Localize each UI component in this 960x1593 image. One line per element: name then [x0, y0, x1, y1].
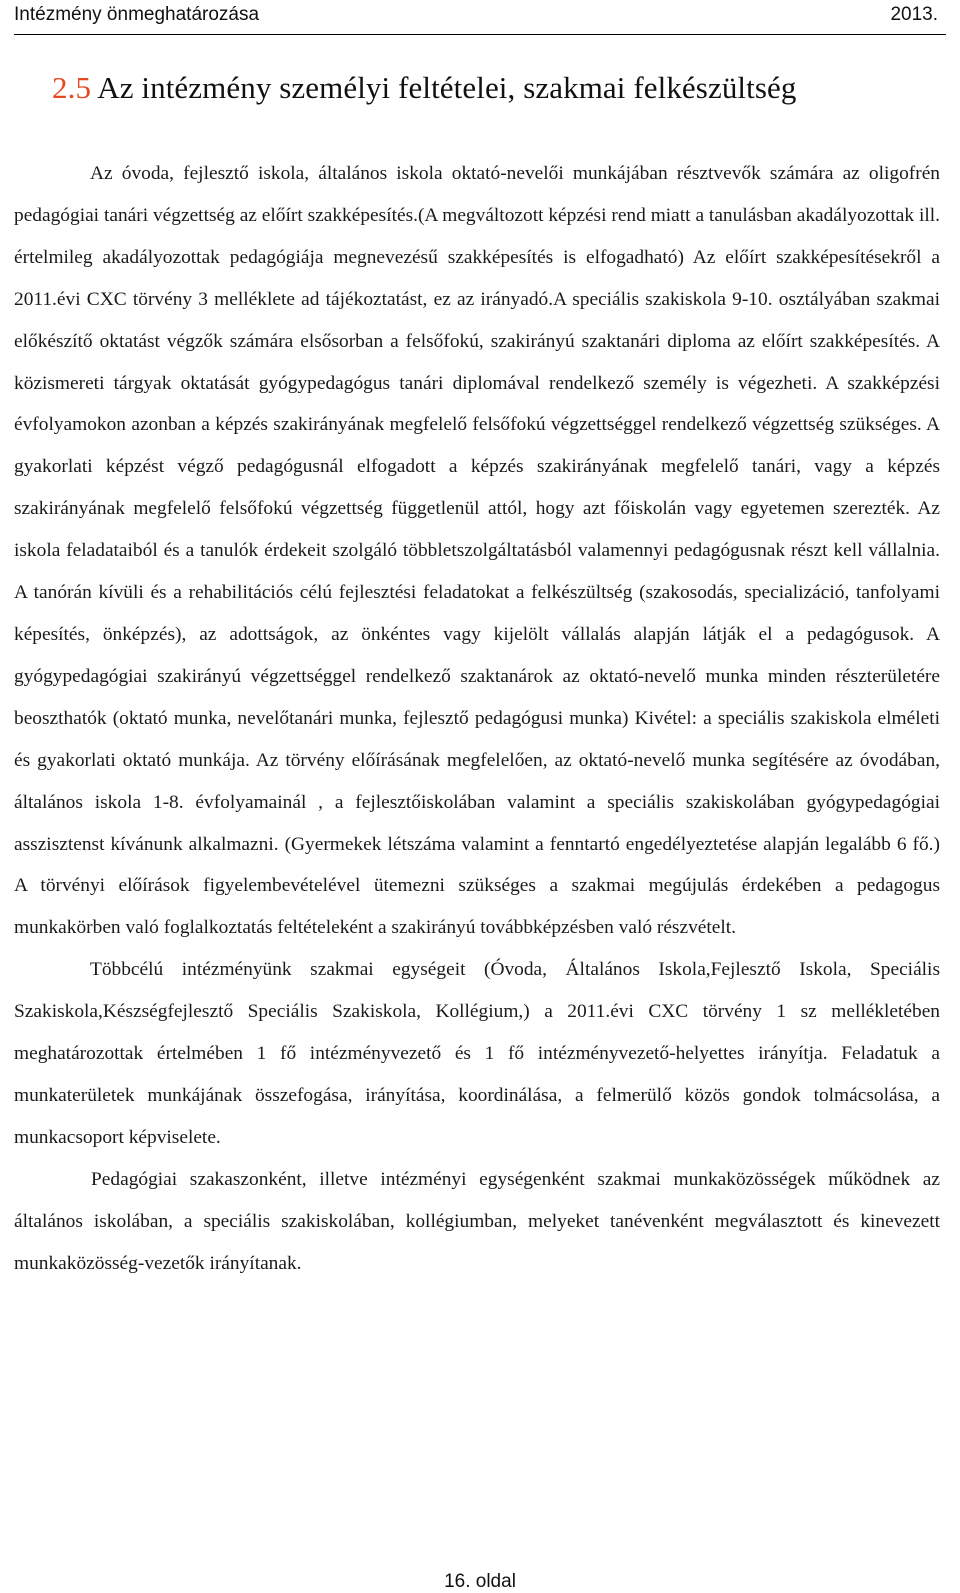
section-title: Az intézmény személyi feltételei, szakmai felkészültség [97, 70, 797, 105]
section-number: 2.5 [52, 70, 92, 105]
header-year: 2013. [890, 4, 938, 25]
header-document-title: Intézmény önmeghatározása [14, 4, 260, 25]
body-text [14, 153, 940, 1284]
page-header [14, 0, 946, 35]
paragraph-personnel-requirements: Az óvoda, fejlesztő iskola, általános iskola oktató-nevelői munkájában résztvevők számára az oligofrén pedagógiai tanári végzettség az előírt szakképesítés.(A megváltozott képzési rend miatt a tanulásban akadályozottak ill. értelmileg akadályozottak pedagógiája megnevezésű szakképesítés is elfogadható) Az előírt szakképesítésekről a 2011.évi CXC törvény 3 melléklete ad tájékoztatást, ez az irányadó.A speciális szakiskola 9-10. osztályában szakmai előkészítő oktatást végzők számára elsősorban a felsőfokú, szakirányú szaktanári diploma az előírt szakképesítés. A közismereti tárgyak oktatását gyógypedagógus tanári diplomával rendelkező személy is végezheti. A szakképzési évfolyamokon azonban a képzés szakirányának megfelelő felsőfokú végzettséggel rendelkező végzettség szükséges. A gyakorlati képzést végző pedagógusnál elfogadott a képzés szakirányának megfelelő tanári, vagy a képzés szakirányának megfelelő felsőfokú végzettség függetlenül attól, hogy azt főiskolán vagy egyetemen szerezték. Az iskola feladataiból és a tanulók érdekeit szolgáló többletszolgáltatásból valamennyi pedagógusnak részt kell vállalnia. A tanórán kívüli és a rehabilitációs célú fejlesztési feladatokat a felkészültség (szakosodás, specializáció, tanfolyami képesítés, önképzés), az adottságok, az önkéntes vagy kijelölt vállalás alapján látják el a pedagógusok. A gyógypedagógiai szakirányú végzettséggel rendelkező szaktanárok az oktató-nevelő munka minden részterületére beoszthatók (oktató munka, nevelőtanári munka, fejlesztő pedagógusi munka) Kivétel: a speciális szakiskola elméleti és gyakorlati oktató munkája. Az törvény előírásának megfelelően, az oktató-nevelő munka segítésére az óvodában, általános iskola 1-8. évfolyamainál , a fejlesztőiskolában valamint a speciális szakiskolában gyógypedagógiai asszisztenst kívánunk alkalmazni. (Gyermekek létszáma valamint a fenntartó engedélyeztetése alapján legalább 6 fő.) A törvényi előírások figyelembevételével ütemezni szükséges a szakmai megújulás érdekében a pedagogus munkakörben való foglalkoztatás feltételeként a szakirányú továbbképzésben való részvételt. [14, 163, 940, 939]
section-heading [52, 70, 796, 106]
paragraph-management: Többcélú intézményünk szakmai egységeit (Óvoda, Általános Iskola,Fejlesztő Iskola, Speciális Szakiskola,Készségfejlesztő Speciális Szakiskola, Kollégium,) a 2011.évi CXC törvény 1 sz mellékletében meghatározottak értelmében 1 fő intézményvezető és 1 fő intézményvezető-helyettes irányítja. Feladatuk a munkaterületek munkájának összefogása, irányítása, koordinálása, a felmerülő közös gondok tolmácsolása, a munkacsoport képviselete. [14, 959, 940, 1148]
page-number: 16. oldal [444, 1571, 516, 1592]
paragraph-work-communities: Pedagógiai szakaszonként, illetve intézményi egységenként szakmai munkaközösségek működnek az általános iskolában, a speciális szakiskolában, kollégiumban, melyeket tanévenként megválasztott és kinevezett munkaközösség-vezetők irányítanak. [14, 1168, 940, 1274]
